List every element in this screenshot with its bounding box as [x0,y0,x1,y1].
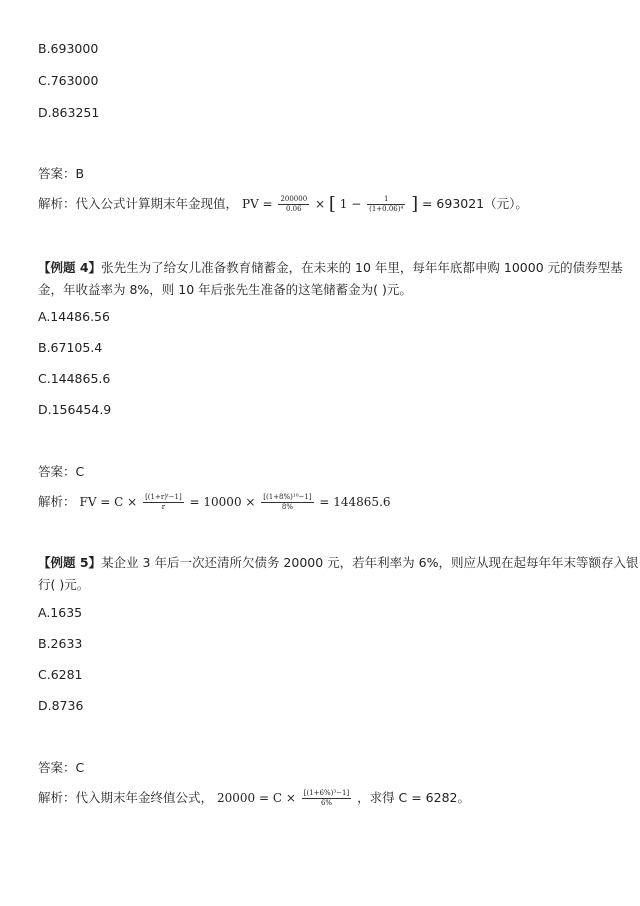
q5-formula-result: ，求得 C = 6282。 [357,790,470,805]
q4-option-c: C.144865.6 [38,371,111,386]
q3-fraction-2-denominator: (1+0.06)⁴ [369,205,404,213]
q4-analysis [38,493,391,512]
q4-question-line-2: 金，年收益率为 8%，则 10 年后张先生准备的这笔储蓄金为( )元。 [38,282,412,297]
q4-answer: 答案：C [38,464,85,479]
q4-option-a: A.14486.56 [38,309,110,324]
q4-text-1: 张先生为了给女儿准备教育储蓄金，在未来的 10 年里，每年年底都申购 10000 元的债券型基 [101,260,623,275]
q4-option-d: D.156454.9 [38,402,112,417]
q5-text-1: 某企业 3 年后一次还清所欠债务 20000 元，若年利率为 6%，则应从现在起每年年末等额存入银 [101,555,639,570]
q4-fraction-2-denominator: 8% [281,503,293,511]
q5-fraction-1-denominator: 6% [320,799,333,807]
q3-analysis-label: 解析：代入公式计算期末年金现值， [38,196,239,211]
q3-formula [242,193,422,215]
q4-fraction-2-numerator: [(1+8%)¹⁰−1] [263,493,312,501]
q5-option-d: D.8736 [38,698,84,713]
q5-option-a: A.1635 [38,605,83,620]
q3-one-minus: 1 − [339,197,362,211]
q5-answer: 答案：C [38,760,85,775]
q3-bracket-left: [ [328,193,336,215]
q3-fraction-1-numerator: 200000 [280,195,308,203]
q5-question-line-1 [38,554,638,572]
q5-option-b: B.2633 [38,636,83,651]
q4-analysis-label: 解析： [38,494,76,509]
q3-fraction-2 [367,195,405,214]
q3-bracket-right: ] [411,193,419,215]
q3-option-d: D.863251 [38,105,100,120]
q3-formula-lhs: PV = [242,197,273,211]
q3-fraction-1 [278,195,309,214]
q3-fraction-2-numerator: 1 [367,195,405,205]
q4-question-line-1 [38,259,623,277]
q4-fraction-1-denominator: r [161,503,166,511]
q3-option-c: C.763000 [38,73,99,88]
q5-tag: 【例题 5】 [38,555,102,570]
q3-analysis [38,195,528,214]
q3-option-b: B.693000 [38,41,99,56]
q5-fraction-1-numerator: [(1+6%)³−1] [303,789,350,797]
q5-question-line-2: 行( )元。 [38,577,90,592]
q5-formula [217,791,357,805]
q4-formula-lhs: FV = C × [79,495,138,509]
q4-formula-mid: = 10000 × [189,495,256,509]
q4-fraction-1-numerator: [(1+r)ᵗ−1] [145,493,182,501]
q4-formula [80,495,391,509]
q3-formula-result: = 693021（元）。 [421,196,528,211]
q3-answer: 答案：B [38,166,85,181]
q4-option-b: B.67105.4 [38,340,103,355]
q5-formula-lhs: 20000 = C × [217,791,296,805]
q5-analysis-label: 解析：代入期末年金终值公式， [38,790,214,805]
q4-fraction-1 [143,493,184,512]
q3-fraction-1-denominator: 0.06 [286,205,302,213]
q4-tag: 【例题 4】 [38,260,102,275]
q5-fraction-1 [302,789,351,808]
q5-analysis [38,789,470,808]
q4-formula-result: = 144865.6 [319,495,391,509]
q5-option-c: C.6281 [38,667,83,682]
q4-fraction-2 [261,493,313,512]
q3-times: × [315,197,326,211]
